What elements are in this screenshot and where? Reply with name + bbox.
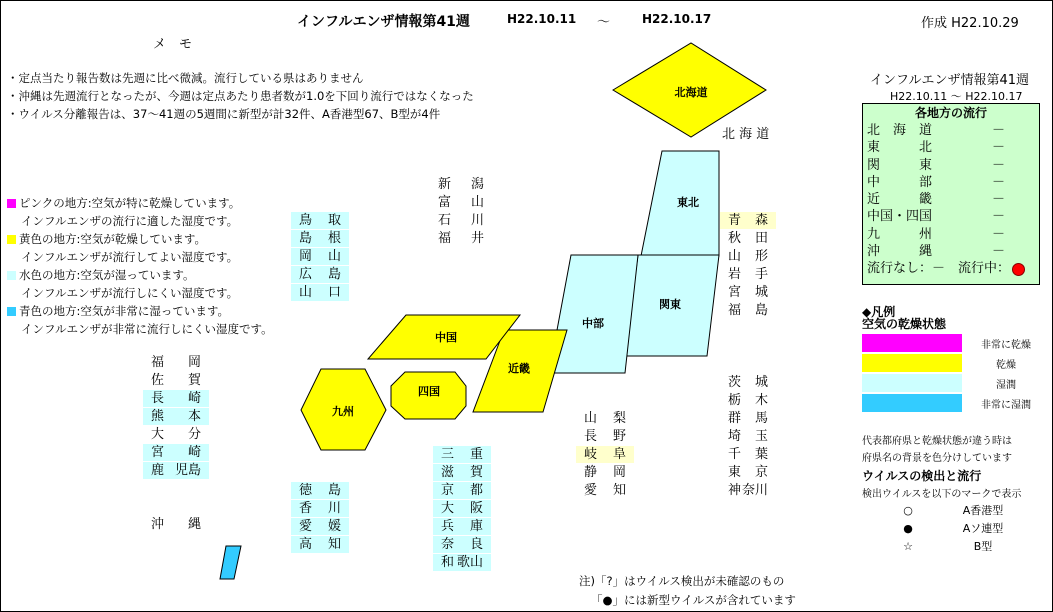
prefecture-chubu-2 [576, 446, 634, 463]
virus-title: ウイルスの検出と流行 [862, 469, 982, 483]
prefecture-name-part: 富 [438, 195, 452, 210]
legend-note-2: 府県名の背景を色分けしています [862, 453, 1012, 464]
legend-title: ◆凡例 [862, 305, 896, 319]
region-status-row [863, 191, 1039, 208]
prefecture-name-part: 京 [754, 465, 768, 480]
period-end: H22.10.17 [642, 12, 712, 26]
hokkaido-region-label: 北海道 [674, 86, 708, 99]
prefecture-kinki-6 [433, 554, 491, 571]
virus-mark-icon: ● [903, 522, 913, 535]
region-status-row [863, 139, 1039, 156]
prefecture-name-part: 群 [728, 411, 742, 426]
prefecture-name-part: 知 [612, 483, 626, 498]
prefecture-name-part: 神 [728, 483, 742, 498]
region-status: － [991, 209, 1005, 225]
prefecture-name-part: 賀 [187, 373, 201, 388]
report-title: インフルエンザ情報第41週 [297, 14, 470, 30]
virus-mark-row [873, 538, 1023, 554]
prefecture-name-part: 児島 [174, 463, 201, 478]
pref-hokkaido: 北 海 道 [722, 127, 770, 142]
prefecture-name-part: 秋 [728, 231, 742, 246]
panel-title: インフルエンザ情報第41週 [870, 73, 1030, 88]
status-legend-line [863, 260, 1039, 277]
note-head: ピンクの地方: [19, 196, 92, 210]
dryness-legend-row [862, 373, 1040, 393]
prefecture-name-part: 石 [438, 213, 452, 228]
prefecture-name-part: 本 [187, 409, 201, 424]
prefecture-name-part: 梨 [612, 411, 626, 426]
prefecture-name-part: 庫 [469, 519, 483, 534]
prefecture-name-part: 熊 [151, 409, 165, 424]
prefecture-name-part: 三 [441, 447, 455, 462]
prefecture-tohoku-1 [720, 230, 776, 247]
prefecture-kanto-3 [720, 428, 776, 445]
prefecture-name-part: 徳 [299, 483, 313, 498]
chugoku-region-label: 中国 [435, 331, 457, 344]
region-status: － [991, 244, 1005, 260]
prefecture-name-part: 川 [327, 501, 341, 516]
region-name: 関 東 [867, 157, 933, 173]
dryness-swatch [862, 374, 962, 392]
prefecture-name-part: 城 [754, 285, 768, 300]
prefecture-tohoku-5 [720, 302, 776, 319]
prefecture-name-part: 取 [327, 213, 341, 228]
region-name: 東 北 [867, 140, 933, 156]
prefecture-name-part: 城 [754, 375, 768, 390]
prefecture-name-part: 新 [438, 177, 452, 192]
prefecture-name-part: 木 [754, 393, 768, 408]
prefecture-shikoku-0 [291, 482, 349, 499]
period-start: H22.10.11 [507, 12, 577, 26]
dryness-swatch [862, 354, 962, 372]
period-tilde: ～ [597, 15, 611, 30]
note-sub: インフルエンザが非常に流行しにくい湿度です。 [21, 322, 273, 336]
prefecture-tohoku-0 [720, 212, 776, 229]
okinawa-region[interactable] [220, 546, 241, 579]
prefecture-kanto-2 [720, 410, 776, 427]
prefecture-name-part: 重 [469, 447, 483, 462]
region-name: 九 州 [867, 226, 933, 242]
region-status-row [863, 157, 1039, 174]
prefecture-chugoku-2 [291, 248, 349, 265]
dryness-rows [862, 333, 1040, 413]
footnote-1: 注)「?」はウイルス検出が未確認のもの [579, 574, 785, 588]
prefecture-name-part: 大 [441, 501, 455, 516]
prefecture-name-part: 京 [441, 483, 455, 498]
region-status-row [863, 226, 1039, 243]
prefecture-name-part: 岐 [584, 447, 598, 462]
prefecture-shikoku-2 [291, 518, 349, 535]
region-name: 沖 縄 [867, 244, 933, 260]
prefecture-tohoku-4 [720, 284, 776, 301]
prefecture-name-part: 葉 [754, 447, 768, 462]
prefecture-name-part: 鹿 [151, 463, 165, 478]
prefecture-name-part: 岡 [187, 355, 201, 370]
prefecture-name-part: 千 [728, 447, 742, 462]
prefecture-chubu-3 [576, 464, 634, 481]
virus-mark-label: Aソ連型 [962, 522, 1004, 535]
prefecture-kyushu-2 [143, 390, 209, 407]
note-head: 水色の地方: [19, 268, 81, 282]
prefecture-name-part: 愛 [584, 483, 598, 498]
region-status: － [991, 226, 1005, 242]
prefecture-kanto-1 [720, 392, 776, 409]
region-status-row [863, 243, 1039, 260]
virus-subtitle: 検出ウイルスを以下のマークで表示 [862, 489, 1022, 500]
prefecture-name-part: 口 [327, 285, 341, 300]
prefecture-name-part: 山 [470, 195, 484, 210]
prefecture-name-part: 和 [441, 555, 455, 570]
epidemic-dot-icon [1012, 263, 1025, 276]
prefecture-name-part: 奈 [441, 537, 455, 552]
dryness-legend-row [862, 393, 1040, 413]
region-name: 中 部 [867, 174, 933, 190]
prefecture-name-part: 根 [327, 231, 341, 246]
prefecture-name-part: 愛 [299, 519, 313, 534]
prefecture-name-part: 田 [754, 231, 768, 246]
prefecture-shikoku-3 [291, 536, 349, 553]
note-sub: インフルエンザが流行しにくい湿度です。 [21, 286, 239, 300]
memo-line: ・定点当たり報告数は先週に比べ微減。流行している県はありません [7, 71, 364, 85]
note-sub: インフルエンザが流行してよい湿度です。 [21, 250, 239, 264]
prefecture-name-part: 都 [469, 483, 483, 498]
prefecture-name-part: 香 [299, 501, 313, 516]
panel-period: H22.10.11 ～ H22.10.17 [890, 90, 1023, 103]
prefecture-name-part: 兵 [441, 519, 455, 534]
prefecture-name-part: 島 [299, 231, 313, 246]
prefecture-name-part: 山 [327, 249, 341, 264]
region-status: － [991, 174, 1005, 190]
dryness-legend-row [862, 333, 1040, 353]
dryness-label: 湿潤 [996, 379, 1016, 391]
prefecture-hokuriku-0 [430, 176, 492, 193]
legend-note-1: 代表都府県と乾燥状態が違う時は [862, 436, 1012, 447]
prefecture-name-part: 長 [584, 429, 598, 444]
regional-status-rows [863, 122, 1039, 260]
prefecture-name-part: 馬 [754, 411, 768, 426]
prefecture-kyushu-6 [143, 462, 209, 479]
prefecture-name-part: 茨 [728, 375, 742, 390]
prefecture-name-part: 歌山 [456, 555, 483, 570]
prefecture-name-part: 高 [299, 537, 313, 552]
prefecture-name-part: 崎 [187, 391, 201, 406]
region-status-row [863, 122, 1039, 139]
prefecture-kinki-1 [433, 464, 491, 481]
regional-status-title: 各地方の流行 [914, 106, 987, 120]
prefecture-chubu-0 [576, 410, 634, 427]
footnote-2: 「●」には新型ウイルスが含れています [591, 593, 796, 607]
prefecture-name-part: 山 [299, 285, 313, 300]
prefecture-kyushu-4 [143, 426, 209, 443]
region-status: － [991, 140, 1005, 156]
note-sub: インフルエンザの流行に適した湿度です。 [21, 214, 239, 228]
prefecture-tohoku-2 [720, 248, 776, 265]
virus-mark-icon: ☆ [903, 540, 913, 553]
region-status-row [863, 208, 1039, 225]
prefecture-name-part: 島 [327, 483, 341, 498]
prefecture-name-part: 野 [612, 429, 626, 444]
virus-mark-label: B型 [973, 540, 993, 553]
note-text: 空気が非常に湿っています。 [80, 304, 229, 318]
region-name: 近 畿 [867, 192, 933, 208]
prefecture-kinki-0 [433, 446, 491, 463]
regional-status-box [862, 103, 1040, 285]
region-status: － [991, 192, 1005, 208]
region-name: 中国・四国 [867, 209, 933, 225]
prefecture-name-part: 大 [151, 427, 165, 442]
prefecture-kyushu-3 [143, 408, 209, 425]
prefecture-kyushu-1 [143, 372, 209, 389]
kanto-region-label: 関東 [659, 298, 681, 311]
prefecture-name-part: 福 [728, 303, 742, 318]
prefecture-name-part: 山 [584, 411, 598, 426]
prefecture-name-part: 崎 [187, 445, 201, 460]
virus-mark-label: A香港型 [962, 504, 1004, 517]
dryness-label: 非常に湿潤 [981, 399, 1031, 411]
prefecture-name-part: 島 [754, 303, 768, 318]
prefecture-kanto-4 [720, 446, 776, 463]
prefecture-name-part: 広 [299, 267, 313, 282]
prefecture-chubu-4 [576, 482, 634, 499]
prefecture-kinki-2 [433, 482, 491, 499]
prefecture-name-part: 福 [151, 355, 165, 370]
note-head: 青色の地方: [19, 304, 81, 318]
prefecture-name-part: 分 [187, 427, 201, 442]
dryness-title: 空気の乾燥状態 [862, 317, 947, 331]
prefecture-name-part: 井 [470, 231, 484, 246]
dryness-label: 乾燥 [996, 359, 1016, 371]
prefecture-kinki-5 [433, 536, 491, 553]
prefecture-name-part: 佐 [151, 373, 165, 388]
prefecture-chugoku-3 [291, 266, 349, 283]
prefecture-name-part: 森 [754, 213, 768, 228]
memo-label: メ モ [153, 37, 193, 52]
prefecture-kanto-0 [720, 374, 776, 391]
prefecture-okinawa-0 [143, 516, 209, 533]
prefecture-name-part: 福 [438, 231, 452, 246]
virus-mark-row [873, 502, 1023, 518]
prefecture-hokuriku-3 [430, 230, 492, 247]
virus-mark-icon: ○ [903, 504, 913, 517]
prefecture-shikoku-1 [291, 500, 349, 517]
prefecture-hokuriku-1 [430, 194, 492, 211]
prefecture-name-part: 長 [151, 391, 165, 406]
chubu-region[interactable] [549, 255, 638, 373]
created-date: 作成 H22.10.29 [921, 16, 1019, 31]
memo-line: ・沖縄は先週流行となったが、今週は定点あたり患者数が1.0を下回り流行ではなくなった [7, 89, 474, 103]
prefecture-name-part: 潟 [470, 177, 484, 192]
prefecture-name-part: 阜 [612, 447, 626, 462]
prefecture-name-part: 山 [728, 249, 742, 264]
prefecture-name-part: 知 [327, 537, 341, 552]
prefecture-name-part: 媛 [327, 519, 341, 534]
prefecture-kinki-3 [433, 500, 491, 517]
prefecture-kyushu-0 [143, 354, 209, 371]
shikoku-region-label: 四国 [418, 385, 440, 398]
dryness-swatch [862, 334, 962, 352]
region-name: 北 海 道 [867, 123, 933, 138]
region-status: － [991, 123, 1005, 138]
prefecture-name-part: 形 [754, 249, 768, 264]
prefecture-name-part: 宮 [728, 285, 742, 300]
prefecture-name-part: 沖 [151, 517, 165, 532]
note-text: 空気が特に乾燥しています。 [91, 196, 241, 210]
status-legend-text: 流行なし：－ 流行中： [867, 261, 1011, 277]
prefecture-name-part: 阪 [469, 501, 483, 516]
prefecture-kanto-5 [720, 464, 776, 481]
kinki-region-label: 近畿 [508, 362, 530, 375]
note-text: 空気が湿っています。 [80, 268, 195, 282]
note-text: 空気が乾燥しています。 [80, 232, 206, 246]
dryness-swatch [862, 394, 962, 412]
prefecture-name-part: 静 [584, 465, 598, 480]
prefecture-name-part: 宮 [151, 445, 165, 460]
prefecture-name-part: 賀 [469, 465, 483, 480]
prefecture-name-part: 鳥 [299, 213, 313, 228]
prefecture-tohoku-3 [720, 266, 776, 283]
prefecture-kyushu-5 [143, 444, 209, 461]
chubu-region-label: 中部 [582, 317, 604, 330]
note-head: 黄色の地方: [19, 232, 81, 246]
prefecture-name-part: 岩 [728, 267, 742, 282]
memo-line: ・ウイルス分離報告は、37～41週の5週間に新型が計32件、A香港型67、B型が4件 [7, 107, 441, 121]
prefecture-name-part: 岡 [299, 249, 313, 264]
prefecture-name-part: 島 [327, 267, 341, 282]
region-status-row [863, 174, 1039, 191]
virus-mark-row [873, 520, 1023, 536]
prefecture-name-part: 良 [469, 537, 483, 552]
prefecture-name-part: 川 [470, 213, 484, 228]
prefecture-name-part: 栃 [728, 393, 742, 408]
prefecture-name-part: 手 [754, 267, 768, 282]
prefecture-name-part: 玉 [754, 429, 768, 444]
prefecture-chugoku-1 [291, 230, 349, 247]
prefecture-name-part: 青 [728, 213, 742, 228]
dryness-legend-row [862, 353, 1040, 373]
prefecture-name-part: 奈川 [741, 483, 768, 498]
prefecture-name-part: 縄 [187, 517, 201, 532]
prefecture-name-part: 埼 [728, 429, 742, 444]
prefecture-chugoku-4 [291, 284, 349, 301]
kyushu-region-label: 九州 [332, 405, 354, 418]
prefecture-kanto-6 [720, 482, 776, 499]
prefecture-name-part: 岡 [612, 465, 626, 480]
prefecture-name-part: 東 [728, 465, 742, 480]
prefecture-chugoku-0 [291, 212, 349, 229]
dryness-label: 非常に乾燥 [981, 339, 1031, 351]
prefecture-hokuriku-2 [430, 212, 492, 229]
prefecture-kinki-4 [433, 518, 491, 535]
region-status: － [991, 157, 1005, 173]
prefecture-name-part: 滋 [441, 465, 455, 480]
tohoku-region-label: 東北 [677, 196, 699, 209]
prefecture-chubu-1 [576, 428, 634, 445]
